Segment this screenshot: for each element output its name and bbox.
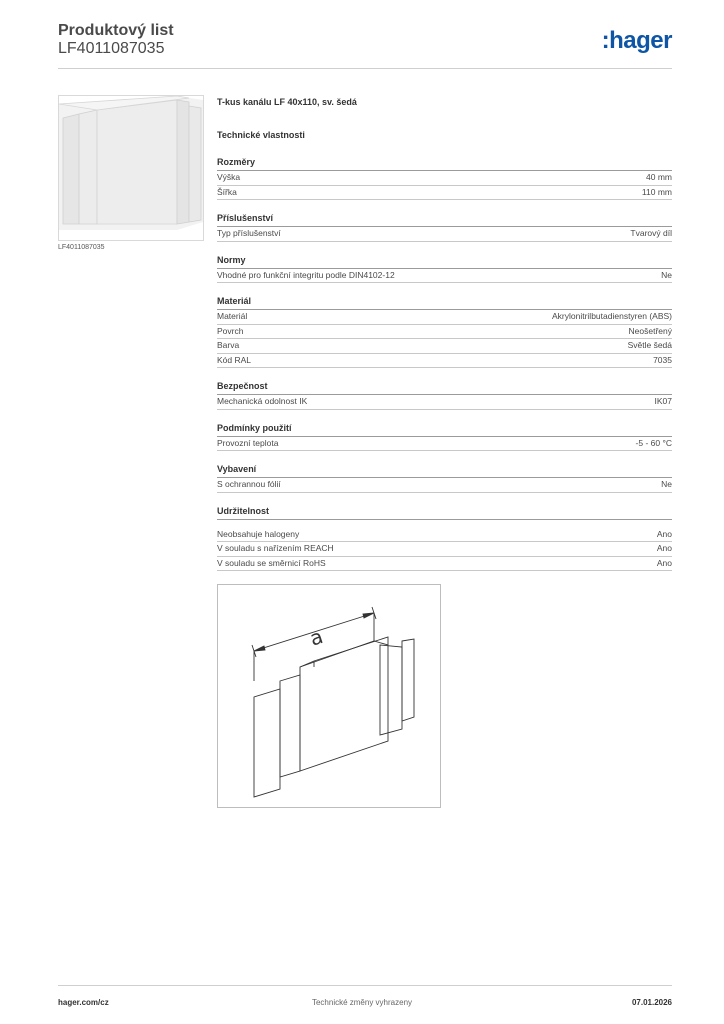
t-piece-drawing-icon (218, 585, 440, 807)
spec-label: Šířka (217, 186, 237, 197)
spec-label: Povrch (217, 325, 244, 336)
t-piece-photo-icon (59, 96, 203, 240)
spec-value: Ano (656, 557, 672, 568)
section-equipment (217, 463, 672, 493)
spec-row (217, 310, 672, 325)
spec-label: S ochrannou fólií (217, 479, 281, 489)
section-title: Příslušenství (217, 212, 672, 227)
spec-value: Tvarový díl (630, 228, 672, 238)
product-code: LF4011087035 (58, 40, 165, 57)
spec-value: 40 mm (646, 172, 672, 182)
spec-row (217, 227, 672, 242)
spec-label: Provozní teplota (217, 437, 279, 448)
section-standards (217, 254, 672, 284)
spec-label: Neobsahuje halogeny (217, 528, 300, 539)
spec-row (217, 269, 672, 284)
spec-value: Ne (661, 269, 672, 280)
spec-label: Vhodné pro funkční integritu podle DIN4102-12 (217, 269, 395, 280)
spec-value: -5 - 60 °C (635, 437, 672, 448)
spec-value: Ne (661, 479, 672, 489)
spec-label: Mechanická odolnost IK (217, 396, 308, 406)
image-caption: LF4011087035 (58, 244, 105, 251)
section-title: Rozměry (217, 156, 672, 171)
spec-label: V souladu s nařízením REACH (217, 543, 334, 553)
spec-value: Ano (656, 528, 672, 539)
spec-label: Materiál (217, 311, 248, 321)
page-title: Produktový list (58, 22, 174, 39)
spec-row (217, 437, 672, 452)
spec-value: Ano (656, 543, 672, 553)
spec-value: 7035 (653, 354, 672, 365)
spec-row (217, 186, 672, 201)
spec-row (217, 354, 672, 369)
footer-date: 07.01.2026 (631, 998, 672, 1007)
section-dimensions (217, 156, 672, 200)
section-operating-conditions (217, 422, 672, 452)
section-sustainability (217, 505, 672, 572)
spec-row (217, 478, 672, 493)
spec-label: Typ příslušenství (217, 228, 281, 238)
spec-value: Světle šedá (627, 340, 672, 350)
product-name: T-kus kanálu LF 40x110, sv. šedá (217, 97, 357, 107)
section-title: Udržitelnost (217, 505, 672, 520)
spec-label: Výška (217, 172, 241, 182)
section-title: Vybavení (217, 463, 672, 478)
spec-label: Barva (217, 340, 240, 350)
section-title: Podmínky použití (217, 422, 672, 437)
spec-row (217, 339, 672, 354)
section-title: Normy (217, 254, 672, 269)
spec-content (217, 96, 672, 605)
dimension-label: a (306, 623, 326, 651)
header-divider (58, 68, 672, 69)
footer-website-link[interactable]: hager.com/cz (58, 998, 109, 1007)
spec-row (217, 528, 672, 543)
spec-value: Neošetřený (628, 325, 672, 336)
technical-drawing (217, 584, 441, 808)
spec-value: Akrylonitrilbutadienstyren (ABS) (552, 311, 672, 321)
spec-label: Kód RAL (217, 354, 252, 365)
spec-row (217, 325, 672, 340)
spec-row (217, 171, 672, 186)
footer-divider (58, 985, 672, 986)
hager-logo: :hager (601, 27, 672, 54)
spec-row (217, 557, 672, 572)
spec-row (217, 542, 672, 557)
section-safety (217, 380, 672, 410)
section-material (217, 295, 672, 368)
spec-label: V souladu se směrnicí RoHS (217, 557, 326, 568)
section-accessories (217, 212, 672, 242)
spec-value: IK07 (654, 396, 672, 406)
product-photo (58, 95, 204, 241)
section-title: Bezpečnost (217, 380, 672, 395)
spec-value: 110 mm (641, 186, 672, 197)
technical-properties-heading: Technické vlastnosti (217, 130, 305, 140)
section-title: Materiál (217, 295, 672, 310)
footer-notice: Technické změny vyhrazeny (311, 998, 413, 1007)
spec-row (217, 395, 672, 410)
